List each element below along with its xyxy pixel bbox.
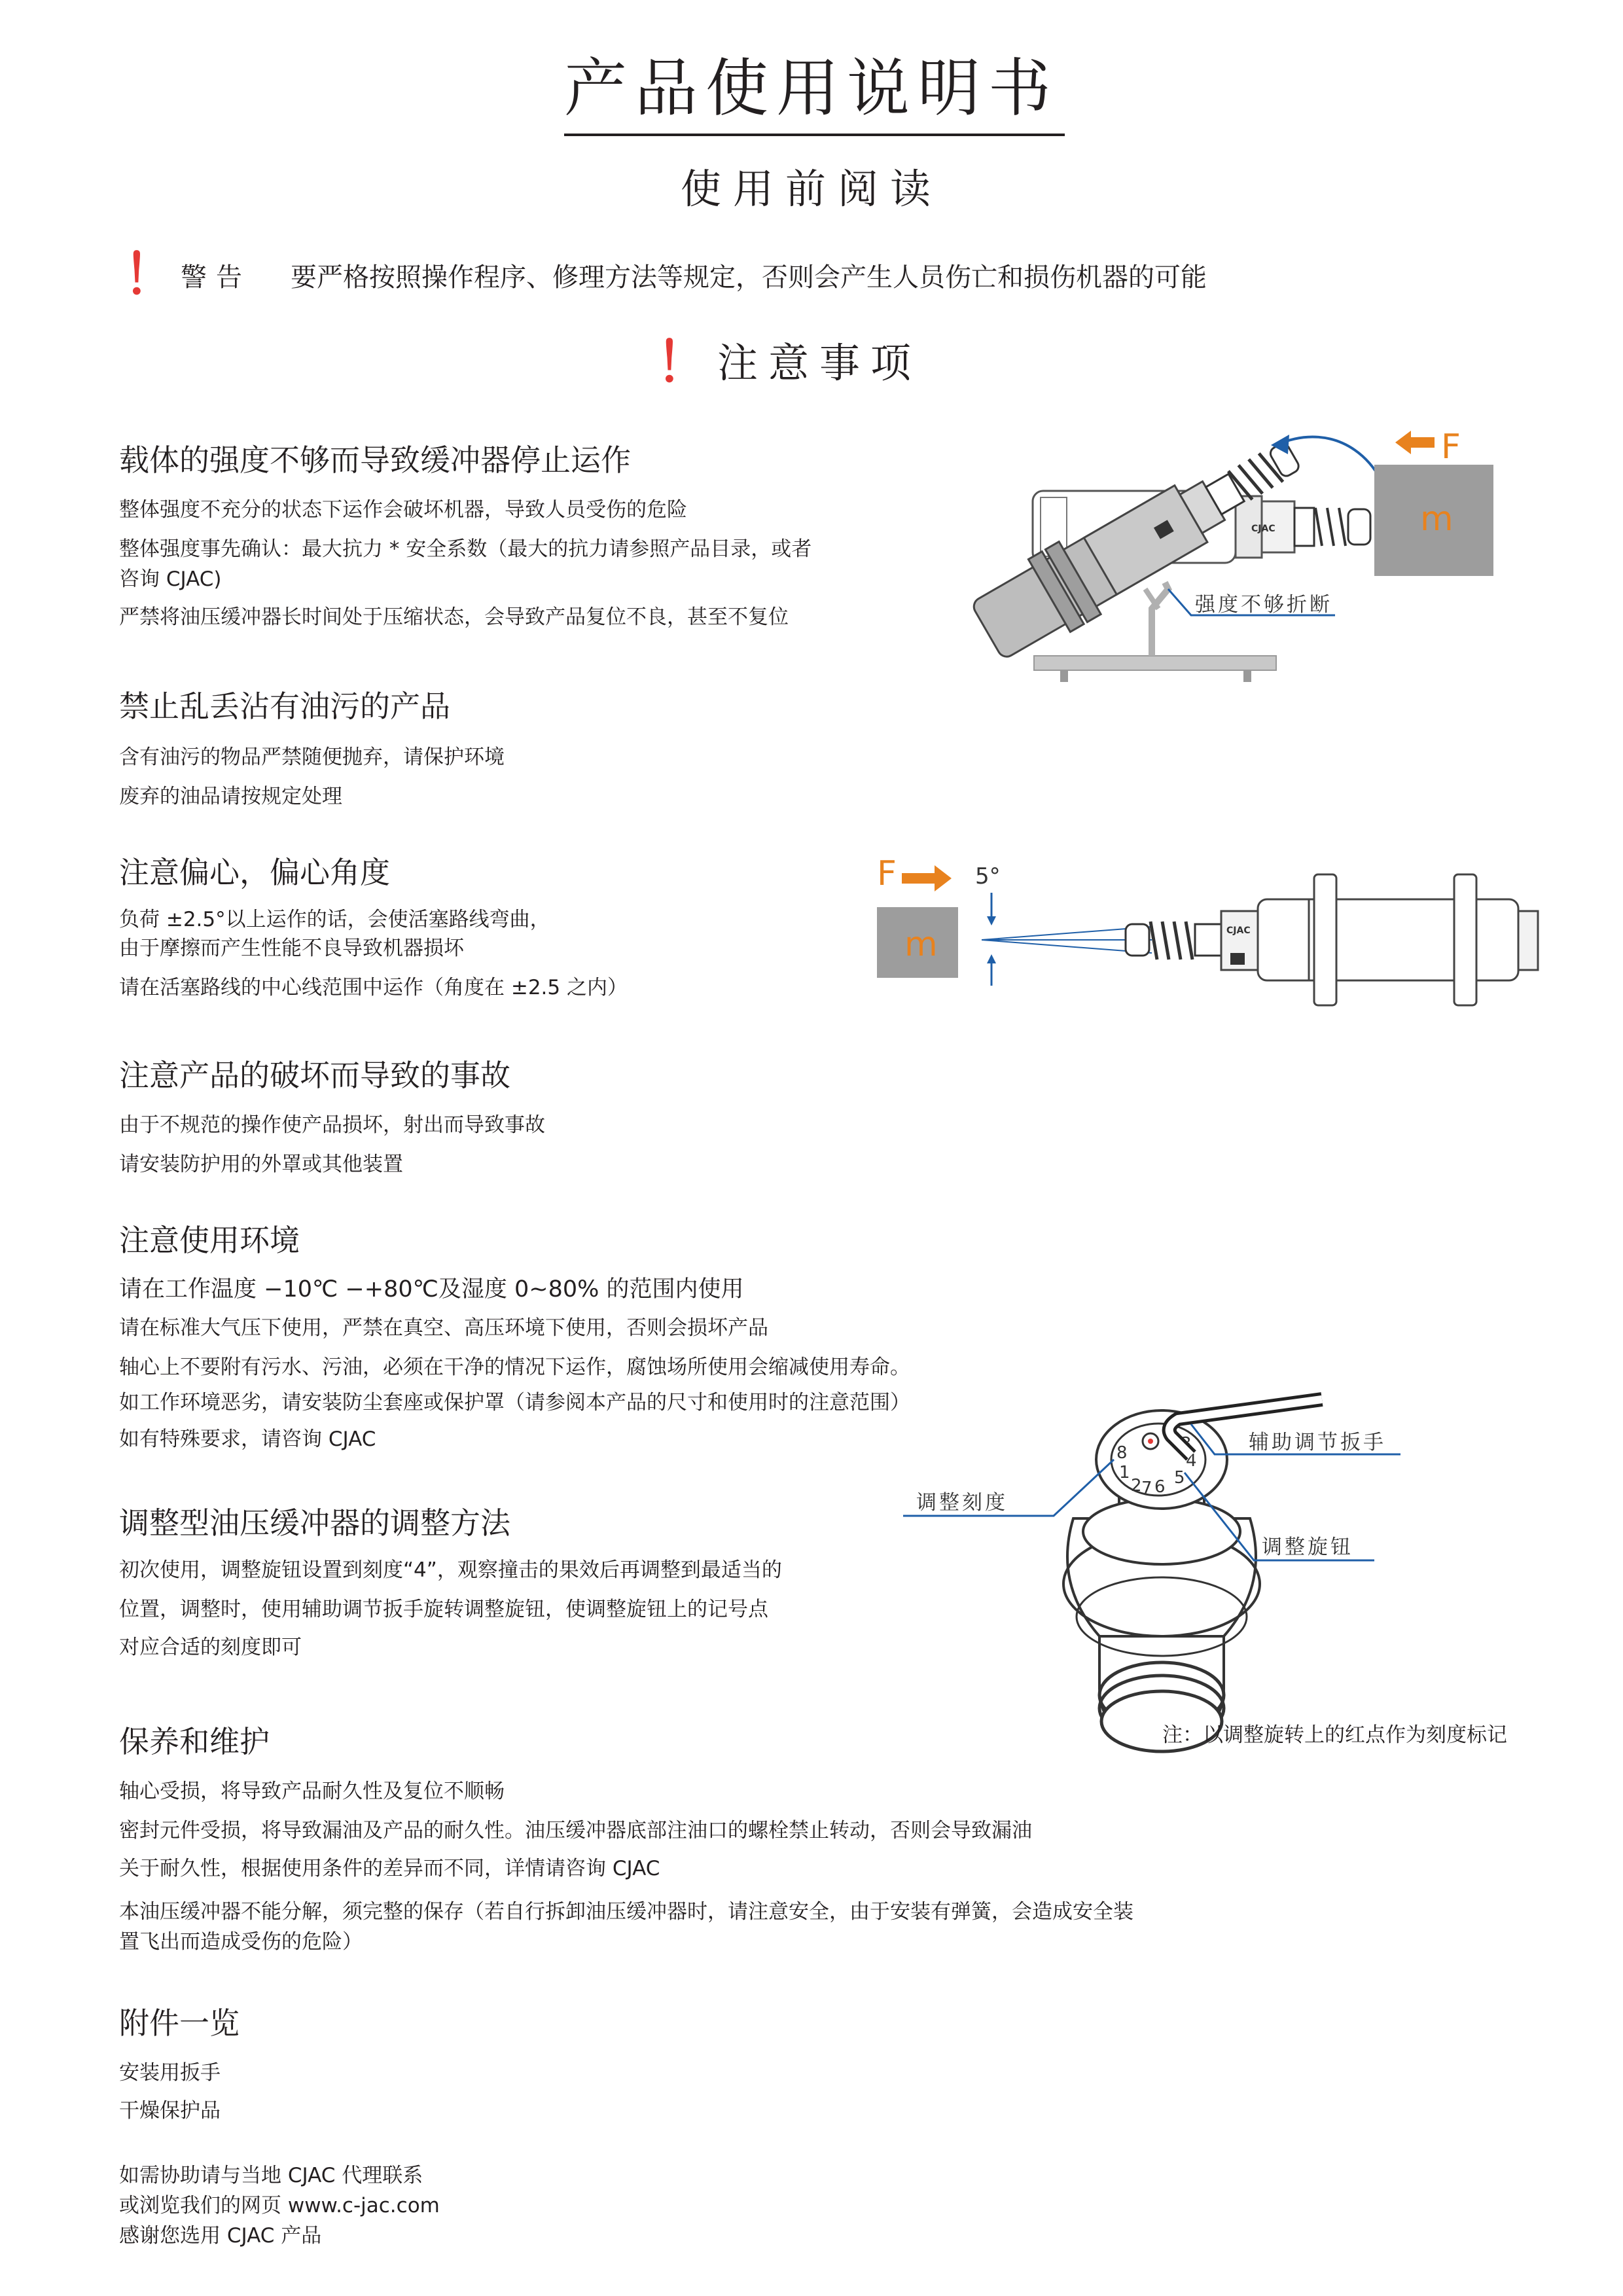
section-line: 对应合适的刻度即可: [119, 1636, 302, 1659]
dial-number: 4: [1186, 1451, 1197, 1471]
title-underline: [564, 134, 1065, 136]
footer-line: 感谢您选用 CJAC 产品: [119, 2224, 322, 2248]
ghost-spring: [1294, 508, 1370, 546]
section-line: 整体强度不充分的状态下运作会破坏机器，导致人员受伤的危险: [119, 498, 687, 522]
figure-note: 注：以调整旋转上的红点作为刻度标记: [1162, 1723, 1507, 1747]
section-line: 请在标准大气压下使用，严禁在真空、高压环境下使用，否则会损坏产品: [119, 1316, 768, 1340]
section-line: 关于耐久性，根据使用条件的差异而不同，详情请咨询 CJAC: [119, 1857, 660, 1880]
page-subtitle: 使用前阅读: [680, 165, 942, 213]
section-heading-strength: 载体的强度不够而导致缓冲器停止运作: [119, 442, 631, 478]
dial-number: 1: [1119, 1463, 1130, 1482]
section-line: 由于摩擦而产生性能不良导致机器损坏: [119, 937, 464, 960]
section-heading-maintenance: 保养和维护: [119, 1724, 270, 1759]
callout-scale: 调整刻度: [916, 1491, 1008, 1515]
callout-wrench: 辅助调节扳手: [1249, 1431, 1386, 1454]
figure-strength-failure: [969, 393, 1518, 694]
callout-strength: 强度不够折断: [1195, 593, 1332, 617]
force-label: F: [877, 854, 897, 893]
warning-icon: ！: [123, 243, 179, 307]
dial-number: 7: [1141, 1479, 1152, 1498]
section-line: 整体强度事先确认：最大抗力 * 安全系数（最大的抗力请参照产品目录，或者: [119, 537, 812, 561]
support-base: [1034, 656, 1276, 670]
shock-absorber-side-view: [1126, 874, 1538, 1005]
broken-bracket: [1152, 583, 1168, 656]
angle-label: 5°: [975, 863, 1001, 889]
section-line: 废弃的油品请按规定处理: [119, 785, 342, 808]
force-arrow-icon: [902, 865, 952, 891]
section-line: 含有油污的物品严禁随便抛弃，请保护环境: [119, 745, 505, 769]
footer-line: 或浏览我们的网页 www.c-jac.com: [119, 2194, 440, 2217]
section-line: 密封元件受损，将导致漏油及产品的耐久性。油压缓冲器底部注油口的螺栓禁止转动，否则会导致漏油: [119, 1819, 1032, 1842]
section-line: 严禁将油压缓冲器长时间处于压缩状态，会导致产品复位不良，甚至不复位: [119, 605, 789, 629]
section-heading-eccentric: 注意偏心，偏心角度: [119, 855, 390, 890]
section-line: 置飞出而造成受伤的危险）: [119, 1930, 363, 1954]
section-line: 轴心受损，将导致产品耐久性及复位不顺畅: [119, 1780, 505, 1803]
section-line: 初次使用，调整旋钮设置到刻度“4”，观察撞击的果效后再调整到最适当的: [119, 1558, 782, 1582]
footer-line: 如需协助请与当地 CJAC 代理联系: [119, 2164, 423, 2187]
section-line: 请在工作温度 −10℃ −+80℃及湿度 0~80% 的范围内使用: [119, 1276, 744, 1302]
notes-warning-icon: ！: [656, 331, 711, 395]
dial-number: 8: [1116, 1443, 1128, 1463]
section-heading-adjustment: 调整型油压缓冲器的调整方法: [119, 1505, 510, 1541]
section-line: 负荷 ±2.5°以上运作的话，会使活塞路线弯曲，: [119, 908, 550, 931]
mass-label: m: [1420, 499, 1454, 539]
page-title: 产品使用说明书: [564, 52, 1059, 125]
dial-number: 2: [1131, 1476, 1142, 1496]
dial-number: 3: [1181, 1434, 1192, 1454]
mass-label: m: [904, 925, 938, 964]
section-heading-disposal: 禁止乱丢沾有油污的产品: [119, 689, 450, 724]
warning-text: 要严格按照操作程序、修理方法等规定，否则会产生人员伤亡和损伤机器的可能: [291, 262, 1207, 293]
figure-eccentric-angle: [851, 838, 1577, 1034]
section-line: 咨询 CJAC): [119, 567, 222, 591]
dial-number: 5: [1174, 1468, 1185, 1488]
dial-number: 6: [1154, 1477, 1166, 1497]
section-line: 请安装防护用的外罩或其他装置: [119, 1153, 403, 1176]
accessory-item: 干燥保护品: [119, 2099, 221, 2123]
section-line: 如有特殊要求，请咨询 CJAC: [119, 1427, 376, 1451]
section-heading-accessories: 附件一览: [119, 2005, 240, 2041]
brand-label: CJAC: [1251, 524, 1275, 534]
section-heading-environment: 注意使用环境: [119, 1223, 300, 1258]
force-label: F: [1441, 427, 1461, 467]
section-heading-accident: 注意产品的破坏而导致的事故: [119, 1058, 510, 1093]
section-line: 本油压缓冲器不能分解，须完整的保存（若自行拆卸油压缓冲器时，请注意安全，由于安装有弹簧，会造成安全装: [119, 1900, 1133, 1924]
figure-adjustment-knob: [903, 1388, 1558, 1767]
brand-label: CJAC: [1226, 925, 1251, 936]
section-line: 请在活塞路线的中心线范围中运作（角度在 ±2.5 之内）: [119, 976, 628, 999]
callout-knob: 调整旋钮: [1262, 1535, 1353, 1559]
accessory-item: 安装用扳手: [119, 2061, 221, 2085]
section-line: 位置，调整时，使用辅助调节扳手旋转调整旋钮，使调整旋钮上的记号点: [119, 1598, 768, 1621]
section-line: 轴心上不要附有污水、污油，必须在干净的情况下运作，腐蚀场所使用会缩减使用寿命。: [119, 1355, 910, 1379]
warning-label: 警告: [181, 262, 251, 293]
notes-title: 注意事项: [717, 339, 922, 387]
section-line: 由于不规范的操作使产品损坏，射出而导致事故: [119, 1113, 545, 1137]
force-arrow-icon: [1395, 431, 1435, 454]
section-line: 如工作环境恶劣，请安装防尘套座或保护罩（请参阅本产品的尺寸和使用时的注意范围）: [119, 1391, 910, 1414]
